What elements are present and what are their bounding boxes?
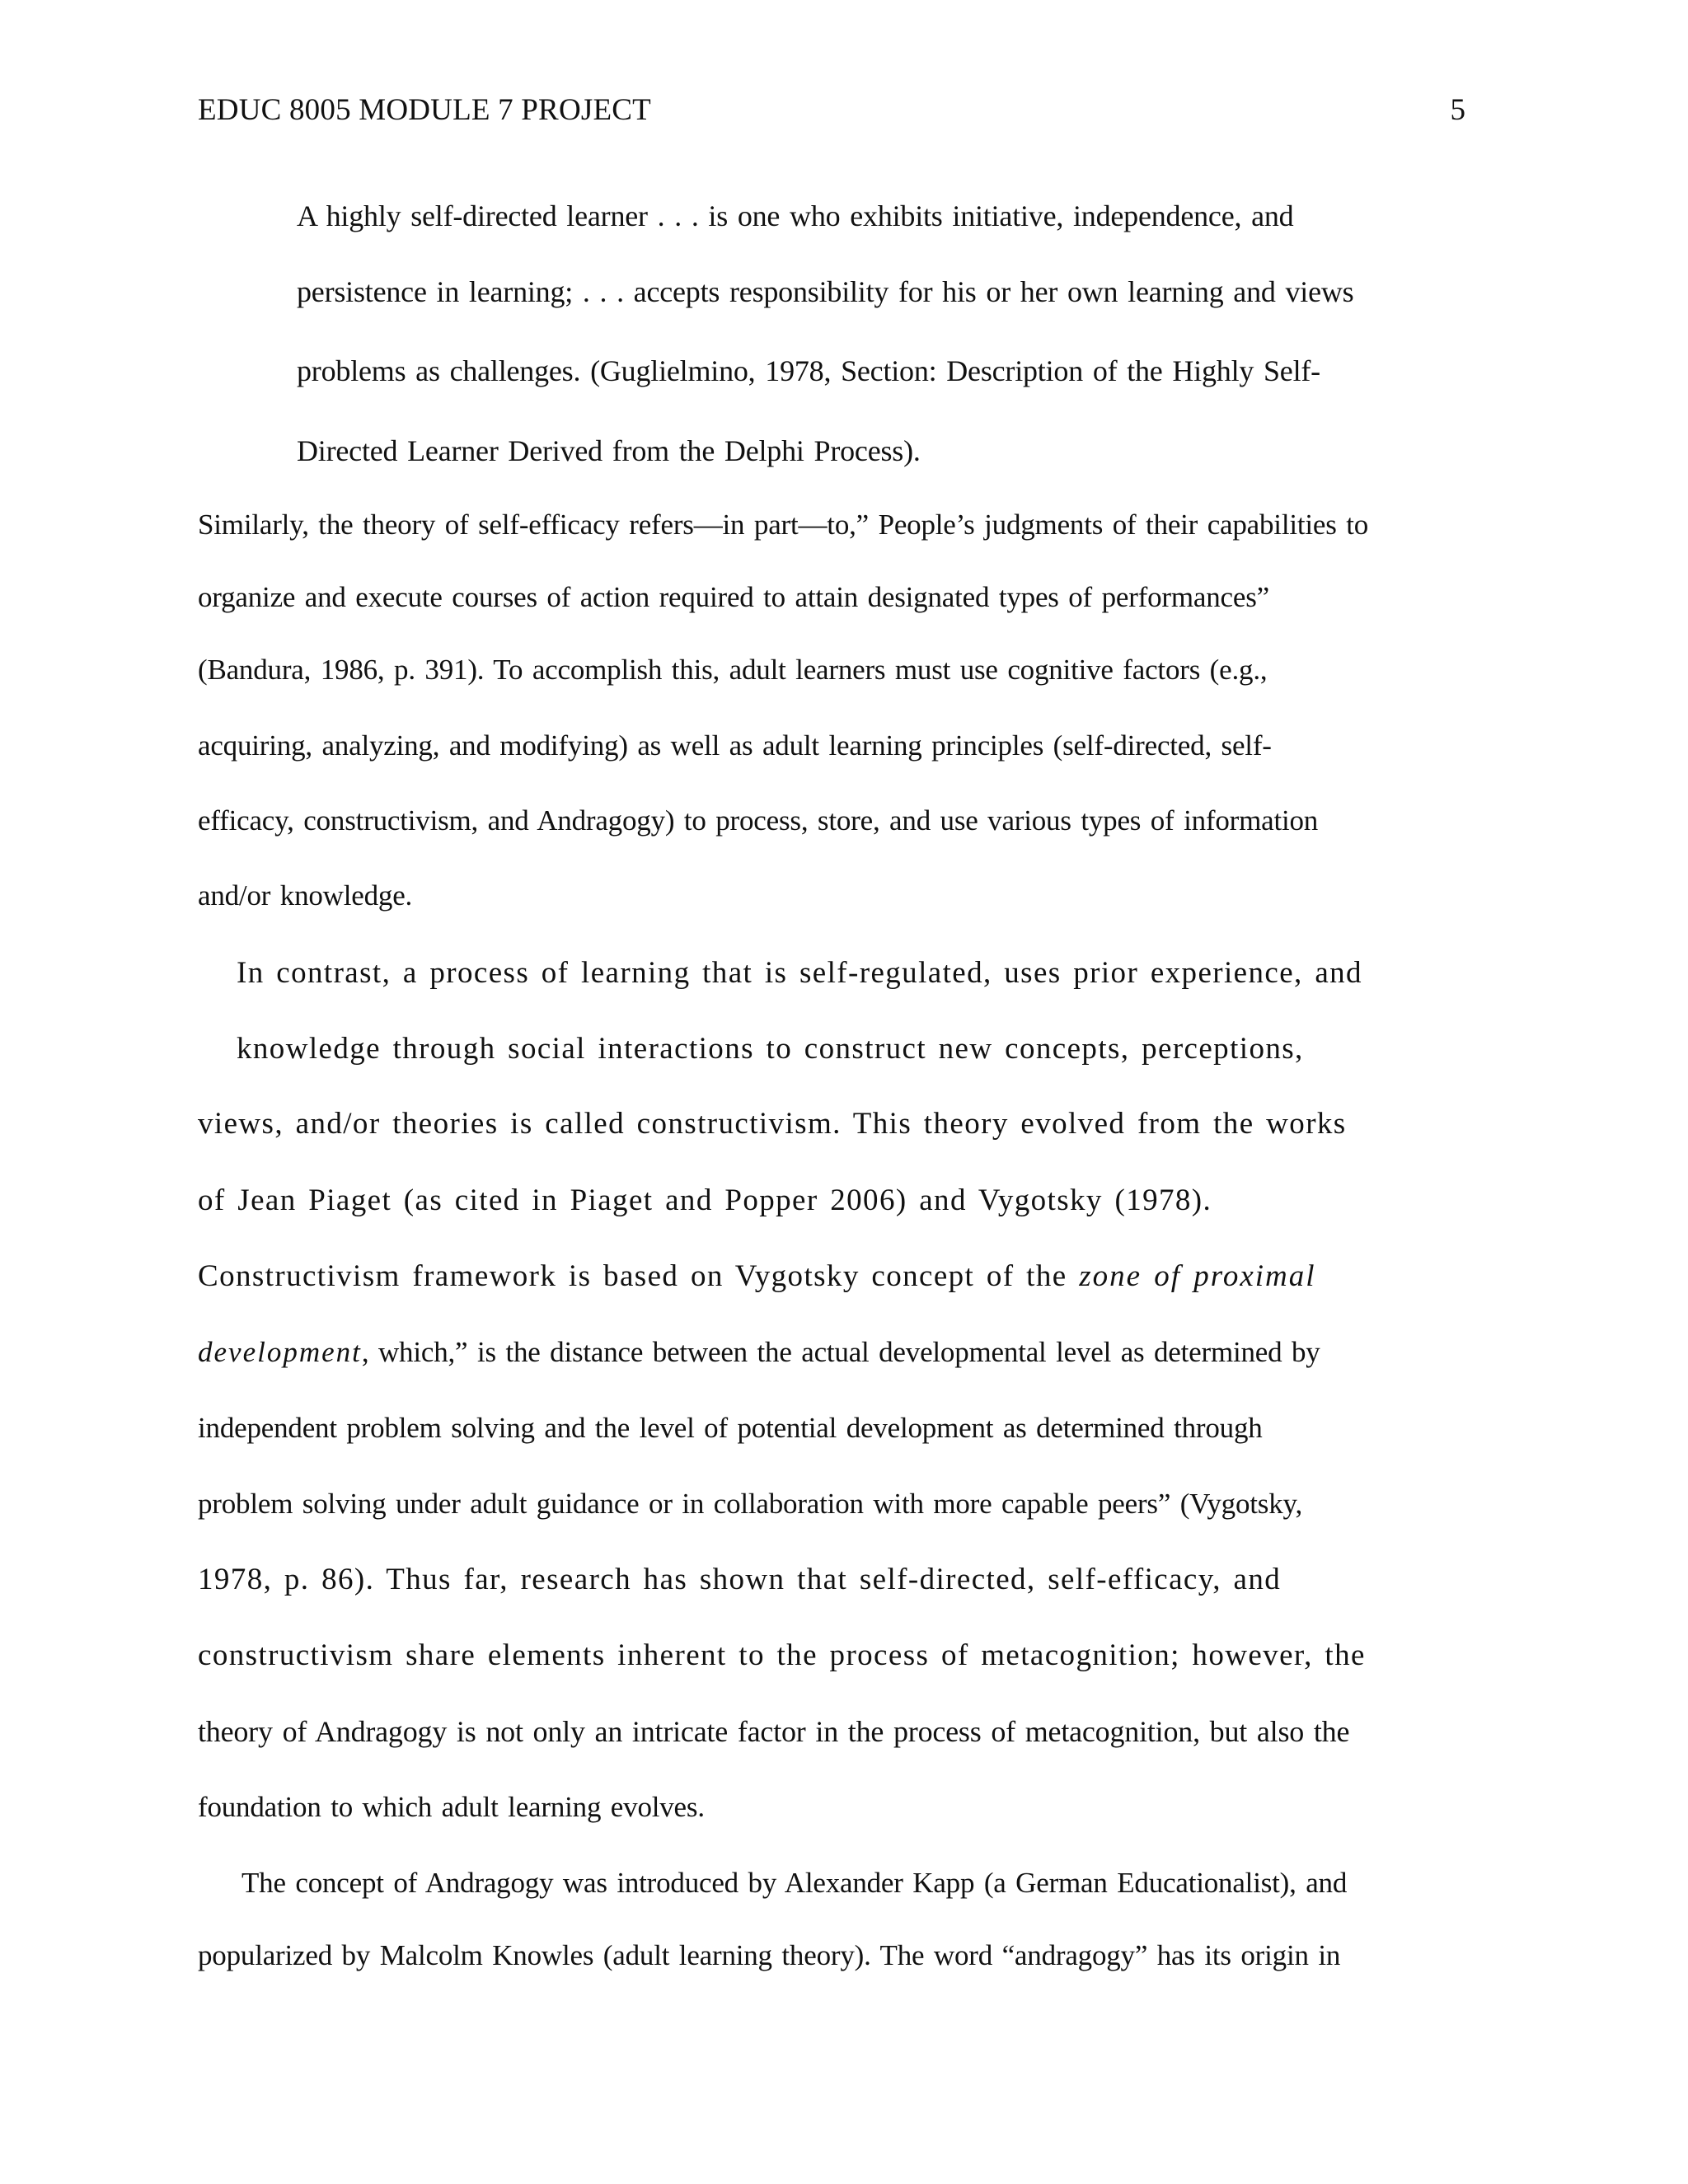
paragraph-line: 1978, p. 86). Thus far, research has shown that self-directed, self-efficacy, and <box>198 1563 1282 1596</box>
paragraph-line: organize and execute courses of action required to attain designated types of performances” <box>198 581 1269 613</box>
paragraph-line: In contrast, a process of learning that is self-regulated, uses prior experience, and <box>237 956 1362 990</box>
paragraph-line <box>198 1333 1320 1371</box>
paragraph-line: (Bandura, 1986, p. 391). To accomplish this, adult learners must use cognitive factors (e.g., <box>198 654 1268 686</box>
paragraph-line: Similarly, the theory of self-efficacy refers—in part—to,” People’s judgments of their capabilities to <box>198 509 1369 541</box>
block-quote-line: A highly self-directed learner . . . is one who exhibits initiative, independence, and <box>297 199 1294 232</box>
paragraph-line: popularized by Malcolm Knowles (adult learning theory). The word “andragogy” has its origin in <box>198 1939 1341 1971</box>
block-quote-line: Directed Learner Derived from the Delphi Process). <box>297 434 921 467</box>
paragraph-line: The concept of Andragogy was introduced by Alexander Kapp (a German Educationalist), and <box>241 1867 1348 1899</box>
paragraph-line: theory of Andragogy is not only an intricate factor in the process of metacognition, but also the <box>198 1715 1350 1748</box>
development-term: development <box>198 1336 362 1368</box>
paragraph-line: independent problem solving and the level of potential development as determined through <box>198 1412 1263 1444</box>
paragraph-line: foundation to which adult learning evolves. <box>198 1791 705 1823</box>
paragraph-text: Constructivism framework is based on Vygotsky concept of the <box>198 1259 1080 1293</box>
page-number: 5 <box>1450 93 1465 127</box>
block-quote-line: problems as challenges. (Guglielmino, 1978, Section: Description of the Highly Self- <box>297 354 1320 387</box>
paragraph-line: and/or knowledge. <box>198 879 413 912</box>
zone-of-proximal-term: zone of proximal <box>1079 1259 1316 1293</box>
paragraph-line <box>198 1258 1316 1296</box>
paragraph-line: efficacy, constructivism, and Andragogy) to process, store, and use various types of information <box>198 804 1319 837</box>
paragraph-line: acquiring, analyzing, and modifying) as well as adult learning principles (self-directed, self- <box>198 729 1272 762</box>
paragraph-line: problem solving under adult guidance or in collaboration with more capable peers” (Vygotsky, <box>198 1488 1303 1520</box>
block-quote-line: persistence in learning; . . . accepts responsibility for his or her own learning and views <box>297 275 1354 308</box>
paragraph-line: of Jean Piaget (as cited in Piaget and Popper 2006) and Vygotsky (1978). <box>198 1183 1212 1217</box>
paragraph-line: constructivism share elements inherent to the process of metacognition; however, the <box>198 1638 1366 1672</box>
running-head: EDUC 8005 MODULE 7 PROJECT <box>198 93 651 127</box>
paragraph-text: , which,” is the distance between the actual developmental level as determined by <box>361 1336 1320 1368</box>
paragraph-line: views, and/or theories is called constructivism. This theory evolved from the works <box>198 1107 1347 1141</box>
paragraph-line: knowledge through social interactions to construct new concepts, perceptions, <box>237 1032 1304 1066</box>
